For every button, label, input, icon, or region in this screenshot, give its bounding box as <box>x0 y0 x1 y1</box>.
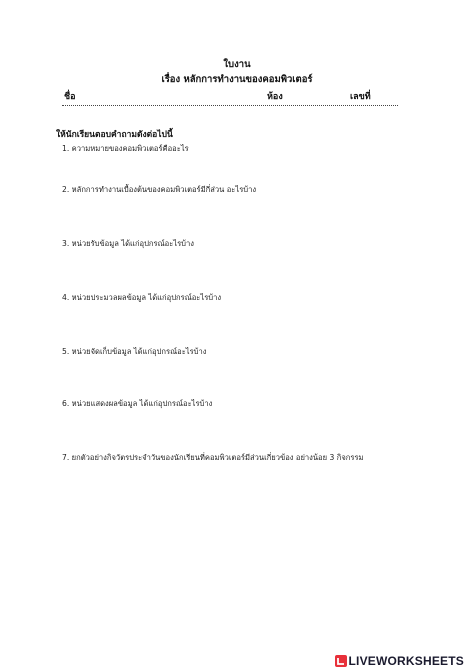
liveworksheets-logo-icon <box>335 655 347 667</box>
header-divider <box>62 105 398 106</box>
footer <box>0 652 474 669</box>
number-label: เลขที่ <box>350 92 371 102</box>
question-3: 3. หน่วยรับข้อมูล ได้แก่อุปกรณ์อะไรบ้าง <box>62 239 194 248</box>
name-label: ชื่อ <box>64 92 76 102</box>
question-4: 4. หน่วยประมวลผลข้อมูล ได้แก่อุปกรณ์อะไรบ้าง <box>62 293 222 302</box>
question-6: 6. หน่วยแสดงผลข้อมูล ได้แก่อุปกรณ์อะไรบ้าง <box>62 399 213 408</box>
worksheet-subtitle: เรื่อง หลักการทำงานของคอมพิวเตอร์ <box>161 74 313 85</box>
worksheet-title: ใบงาน <box>223 59 251 70</box>
liveworksheets-logo[interactable] <box>335 653 464 668</box>
question-1: 1. ความหมายของคอมพิวเตอร์คืออะไร <box>62 144 189 153</box>
room-label: ห้อง <box>267 92 283 102</box>
question-5: 5. หน่วยจัดเก็บข้อมูล ได้แก่อุปกรณ์อะไรบ้าง <box>62 347 207 356</box>
logo-text: LIVEWORKSHEETS <box>348 653 464 668</box>
question-2: 2. หลักการทำงานเบื้องต้นของคอมพิวเตอร์มีกี่ส่วน อะไรบ้าง <box>62 185 257 194</box>
question-7: 7. ยกตัวอย่างกิจวัตรประจำวันของนักเรียนที่คอมพิวเตอร์มีส่วนเกี่ยวข้อง อย่างน้อย 3 กิจกรรม <box>62 453 364 462</box>
instruction-text: ให้นักเรียนตอบคำถามดังต่อไปนี้ <box>56 130 173 140</box>
